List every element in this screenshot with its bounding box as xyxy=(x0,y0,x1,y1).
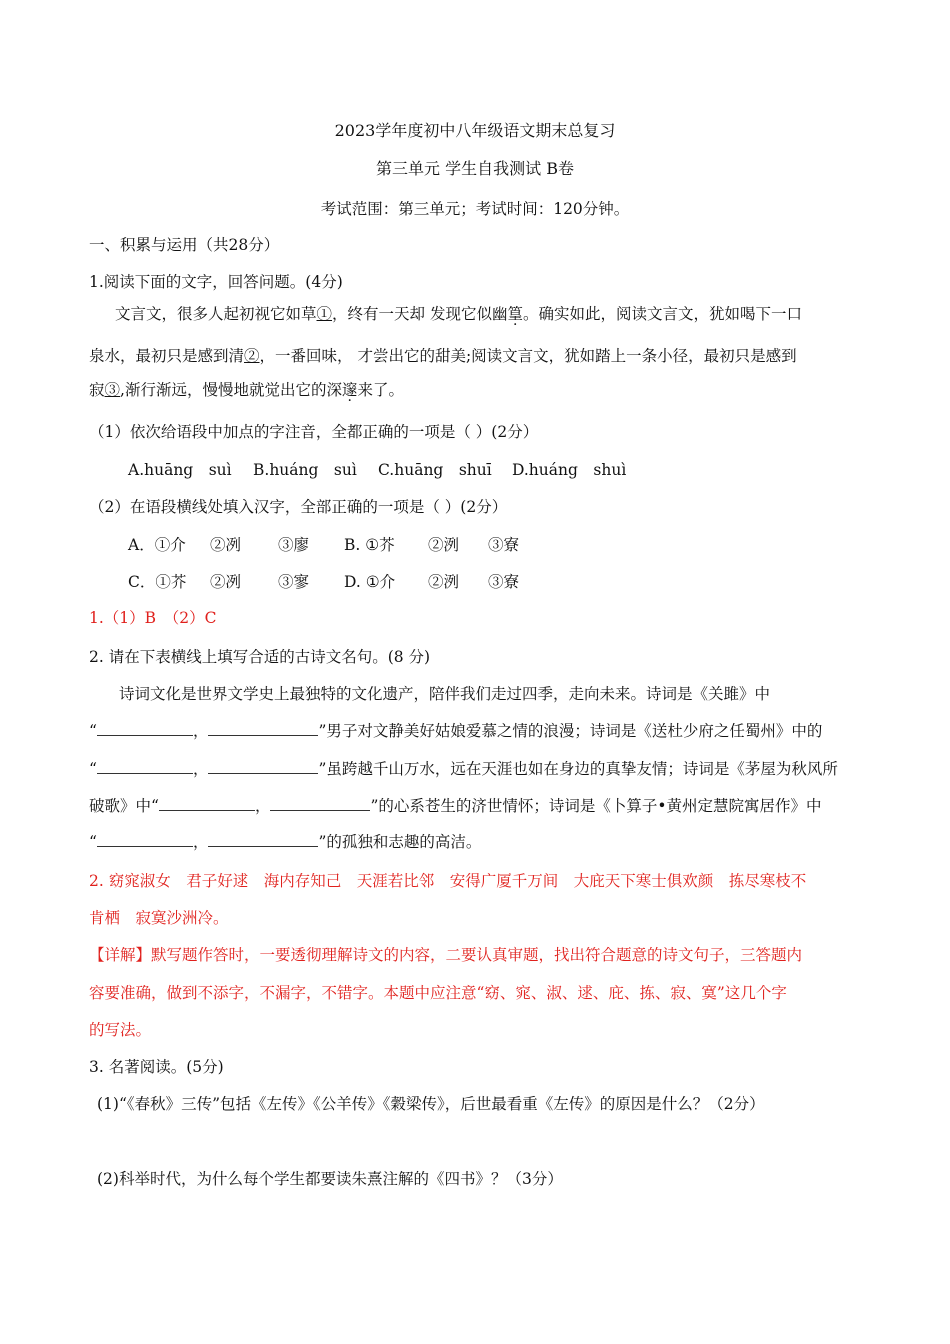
passage-text: 文言文，很多人起初视它如草 xyxy=(115,305,317,323)
blank-marker-2: ② xyxy=(244,347,260,365)
quote-mark: “ xyxy=(89,833,97,851)
option-c-3: ③寥 xyxy=(278,573,310,591)
question-2-passage-line-5 xyxy=(89,832,481,852)
dotted-character: 邃 xyxy=(341,381,358,399)
quote-mark: “ xyxy=(89,722,97,740)
question-2-detail-line-2: 容要准确，做到不添字，不漏字，不错字。本题中应注意“窈、窕、淑、逑、庇、拣、寂、寞”这几个字 xyxy=(89,984,787,1002)
quote-mark: “ xyxy=(89,760,97,778)
question-2-answer-line-2: 肯栖 寂寞沙洲冷。 xyxy=(89,909,229,927)
option-b: B.huáng suì xyxy=(253,461,357,479)
passage-text: ，终有一天却 发现它似幽 xyxy=(332,305,508,323)
question-1-passage-line-3 xyxy=(89,380,404,400)
question-1-sub-2-options-row-2 xyxy=(128,572,519,592)
passage-text: ”的心系苍生的济世情怀；诗词是《卜算子•黄州定慧院寓居作》中 xyxy=(370,797,822,815)
fill-blank xyxy=(208,832,318,847)
passage-text: ”男子对文静美好姑娘爱慕之情的浪漫；诗词是《送杜少府之任蜀州》中的 xyxy=(318,722,823,740)
question-2-passage-line-2 xyxy=(89,721,822,741)
question-1-answer: 1.（1）B （2）C xyxy=(89,609,217,627)
option-a-3: ③廖 xyxy=(278,536,310,554)
option-d: D.huáng shuì xyxy=(512,461,627,479)
option-b-1: B. ①芥 xyxy=(344,536,395,554)
option-c-2: ②冽 xyxy=(210,573,242,591)
fill-blank xyxy=(208,759,318,774)
section-heading: 一、积累与运用（共28分） xyxy=(89,236,280,254)
fill-blank xyxy=(208,721,318,736)
option-b-3: ③寮 xyxy=(488,536,520,554)
option-d-3: ③寮 xyxy=(488,573,520,591)
passage-text: 来了。 xyxy=(357,381,404,399)
question-1-sub-2: （2）在语段横线处填入汉字，全部正确的一项是（ ）(2分） xyxy=(89,498,508,516)
dotted-character: 篁 xyxy=(507,305,523,323)
passage-text: ，一番回味， 才尝出它的甜美;阅读文言文，犹如踏上一条小径，最初只是感到 xyxy=(259,347,797,365)
blank-marker-1: ① xyxy=(316,305,333,323)
question-1-stem: 1.阅读下面的文字，回答问题。(4分) xyxy=(89,273,343,291)
question-1-sub-2-options-row-1 xyxy=(128,535,519,555)
question-2-answer-line-1: 2. 窈窕淑女 君子好逑 海内存知己 天涯若比邻 安得广厦千万间 大庇天下寒士俱欢颜 拣尽寒枝不 xyxy=(89,872,807,890)
document-title: 2023学年度初中八年级语文期末总复习 xyxy=(334,121,616,140)
fill-blank xyxy=(270,796,370,811)
passage-text: 破歌》中“ xyxy=(89,797,159,815)
separator: ， xyxy=(192,722,209,740)
option-a-1: A．①介 xyxy=(128,536,186,554)
question-2-stem: 2. 请在下表横线上填写合适的古诗文名句。(8 分) xyxy=(89,648,431,666)
separator: ， xyxy=(254,797,271,815)
option-a-2: ②冽 xyxy=(210,536,242,554)
question-1-passage-line-1 xyxy=(115,304,802,324)
option-d-1: D. ①介 xyxy=(344,573,396,591)
option-d-2: ②洌 xyxy=(428,573,460,591)
passage-text: 。确实如此，阅读文言文，犹如喝下一口 xyxy=(522,305,802,323)
question-1-passage-line-2 xyxy=(89,346,797,366)
blank-marker-3: ③ xyxy=(104,381,121,399)
question-1-sub-1-options xyxy=(128,460,626,480)
question-3-sub-2: (2)科举时代，为什么每个学生都要读朱熹注解的《四书》？（3分） xyxy=(97,1170,563,1188)
question-2-passage-line-4 xyxy=(89,796,822,816)
option-c: C.huāng shuī xyxy=(378,461,492,479)
question-1-sub-1: （1）依次给语段中加点的字注音，全都正确的一项是（ ）(2分） xyxy=(89,423,539,441)
separator: ， xyxy=(192,760,209,778)
fill-blank xyxy=(97,759,193,774)
question-2-detail-line-3: 的写法。 xyxy=(89,1021,152,1039)
passage-text: 寂 xyxy=(89,381,105,399)
document-subtitle: 第三单元 学生自我测试 B卷 xyxy=(376,159,574,178)
passage-text: ,渐行渐远，慢慢地就觉出它的深 xyxy=(120,381,342,399)
fill-blank xyxy=(97,721,193,736)
passage-text: ”虽跨越千山万水，远在天涯也如在身边的真挚友情；诗词是《茅屋为秋风所 xyxy=(318,760,838,778)
fill-blank xyxy=(159,796,255,811)
question-3-sub-1: (1)“《春秋》三传”包括《左传》《公羊传》《穀梁传》，后世最看重《左传》的原因是什么？（2分） xyxy=(97,1095,765,1113)
exam-info: 考试范围：第三单元；考试时间：120分钟。 xyxy=(320,200,630,218)
question-2-detail-line-1: 【详解】默写题作答时，一要透彻理解诗文的内容，二要认真审题，找出符合题意的诗文句子，三答题内 xyxy=(89,946,803,964)
fill-blank xyxy=(97,832,193,847)
passage-text: ”的孤独和志趣的高洁。 xyxy=(318,833,482,851)
separator: ， xyxy=(192,833,209,851)
option-c-1: C．①芥 xyxy=(128,573,187,591)
question-3-stem: 3. 名著阅读。(5分) xyxy=(89,1058,224,1076)
question-2-passage-line-3 xyxy=(89,759,838,779)
option-b-2: ②洌 xyxy=(428,536,460,554)
option-a: A.huāng suì xyxy=(128,461,232,479)
question-2-passage-line-1: 诗词文化是世界文学史上最独特的文化遗产，陪伴我们走过四季，走向未来。诗词是《关雎》中 xyxy=(119,685,771,703)
passage-text: 泉水，最初只是感到清 xyxy=(89,347,245,365)
